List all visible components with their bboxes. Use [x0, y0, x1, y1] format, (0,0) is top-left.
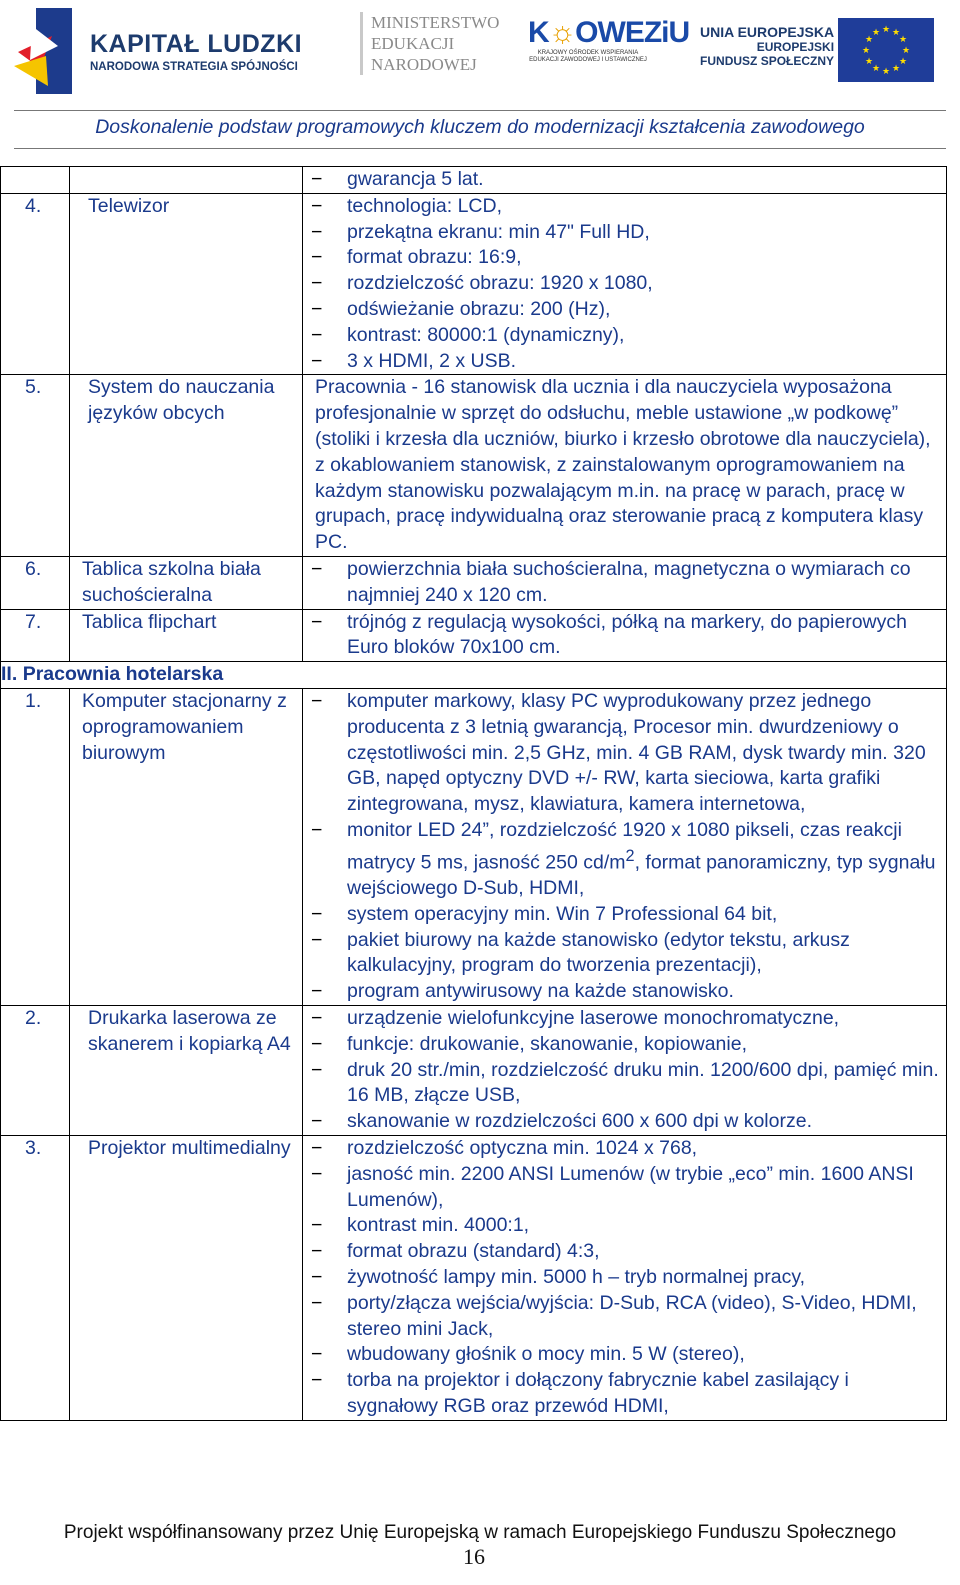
table-row [1, 609, 947, 662]
spec-list [303, 194, 946, 375]
koweziu-name-b: OWEZiU [575, 16, 690, 49]
svg-text:★: ★ [901, 46, 911, 56]
spec-item: − kontrast min. 4000:1, [303, 1213, 942, 1239]
svg-text:★: ★ [864, 57, 874, 67]
table-row [1, 1006, 947, 1136]
spec-item-monitor [303, 818, 942, 902]
spec-item: − skanowanie w rozdzielczości 600 x 600 dpi w kolorze. [303, 1109, 942, 1135]
spec-item: − pakiet biurowy na każde stanowisko (edytor tekstu, arkusz kalkulacyjny, program do tworzenia prezentacji), [303, 928, 942, 980]
spec-item: − wbudowany głośnik o mocy min. 5 W (stereo), [303, 1342, 942, 1368]
spec-item: − jasność min. 2200 ANSI Lumenów (w trybie „eco” min. 1600 ANSI Lumenów), [303, 1162, 942, 1214]
row-number: 3. [25, 1136, 42, 1159]
section-title: Pracownia hotelarska [22, 663, 224, 686]
spec-item: − porty/złącza wejścia/wyjścia: D-Sub, RCA (video), S-Video, HDMI, stereo mini Jack, [303, 1291, 942, 1343]
eu-line: FUNDUSZ SPOŁECZNY [700, 54, 835, 68]
svg-text:★: ★ [881, 25, 891, 35]
svg-text:★: ★ [871, 28, 881, 38]
section-row [1, 662, 947, 689]
spec-item: − program antywirusowy na każde stanowisko. [303, 979, 942, 1005]
spec-item: − trójnóg z regulacją wysokości, półką na markery, do papierowych Euro bloków 70x100 cm. [303, 610, 942, 662]
logo-subtitle: NARODOWA STRATEGIA SPÓJNOŚCI [90, 60, 298, 73]
svg-text:★: ★ [861, 46, 871, 56]
spec-list [303, 610, 946, 662]
ministry-line: EDUKACJI [371, 34, 455, 53]
sun-icon: ☼ [548, 16, 576, 49]
eu-line: EUROPEJSKI [756, 40, 835, 54]
monitor-text-end: , format panoramiczny, typ sygnału wejściowego D-Sub, HDMI, [347, 851, 936, 900]
svg-text:★: ★ [898, 35, 908, 45]
row-number: 2. [25, 1007, 42, 1029]
item-name: Telewizor [88, 194, 170, 217]
spec-item: − powierzchnia biała suchościeralna, magnetyczna o wymiarach co najmniej 240 x 120 cm. [303, 557, 942, 609]
table-row [1, 193, 947, 375]
header-rule [14, 148, 946, 149]
spec-list [303, 1136, 946, 1420]
spec-item: − format obrazu (standard) 4:3, [303, 1239, 942, 1265]
spec-item: − rozdzielczość optyczna min. 1024 x 768, [303, 1136, 942, 1162]
spec-item: − komputer markowy, klasy PC wyprodukowany przez jednego producenta z 3 letnią gwarancją, Procesor min. dwurdzeniowy o częstotliwości min. 2,5 GHz, min. 4 GB RAM, dysk twardy min. 320 GB, napęd optyczny DVD +/- RW, karta sieciowa, karta grafiki zintegrowana, mysz, klawiatura, kamera internetowa, [303, 689, 942, 818]
ministry-line: MINISTERSTWO [371, 13, 500, 32]
table-row [1, 688, 947, 1005]
spec-item: − przekątna ekranu: min 47" Full HD, [303, 220, 942, 246]
kapital-ludzki-star-icon [12, 6, 74, 96]
koweziu-subtitle: KRAJOWY OŚRODEK WSPIERANIA EDUKACJI ZAWODOWEJ I USTAWICZNEJ [529, 50, 647, 63]
item-name: Projektor multimedialny [88, 1136, 291, 1159]
superscript: 2 [625, 846, 635, 865]
item-name: System do nauczania języków obcych [88, 376, 275, 425]
koweziu-name-a: K [528, 16, 549, 49]
koweziu-logo [528, 16, 689, 64]
row-number: 4. [25, 194, 42, 217]
spec-item: − żywotność lampy min. 5000 h – tryb normalnej pracy, [303, 1265, 942, 1291]
svg-text:★: ★ [881, 67, 891, 77]
logo-title: KAPITAŁ LUDZKI [90, 29, 303, 58]
eu-title: UNIA EUROPEJSKA [700, 24, 835, 40]
eu-logo-text [700, 24, 834, 68]
spec-item: − format obrazu: 16:9, [303, 245, 942, 271]
row-number: 7. [25, 610, 42, 633]
section-number: II. [1, 663, 18, 686]
spec-list [303, 1006, 946, 1135]
table-row [1, 375, 947, 557]
svg-text:★: ★ [898, 57, 908, 67]
row-number: 5. [25, 376, 42, 399]
ministry-line: NARODOWEJ [371, 55, 477, 74]
kapital-ludzki-logo [12, 6, 302, 96]
row-number: 6. [25, 557, 42, 580]
spec-item: − kontrast: 80000:1 (dynamiczny), [303, 323, 942, 349]
spec-item: − funkcje: drukowanie, skanowanie, kopiowanie, [303, 1032, 942, 1058]
document-subtitle: Doskonalenie podstaw programowych kluczem do modernizacji kształcenia zawodowego [95, 116, 865, 138]
spec-item: − torba na projektor i dołączony fabrycznie kabel zasilający i sygnałowy RGB oraz przewód HDMI, [303, 1368, 942, 1420]
equipment-table [0, 166, 947, 1421]
spec-item: − 3 x HDMI, 2 x USB. [303, 349, 942, 375]
spec-item: − rozdzielczość obrazu: 1920 x 1080, [303, 271, 942, 297]
spec-list [303, 557, 946, 609]
item-name: Komputer stacjonarny z oprogramowaniem biurowym [82, 689, 287, 764]
spec-list [303, 167, 946, 193]
spec-item: − system operacyjny min. Win 7 Professional 64 bit, [303, 902, 942, 928]
spec-list [303, 689, 946, 1005]
footer-text: Projekt współfinansowany przez Unię Europejską w ramach Europejskiego Funduszu Społecznego [63, 1522, 897, 1543]
table-row [1, 1135, 947, 1420]
item-name: Drukarka laserowa ze skanerem i kopiarką A4 [88, 1007, 291, 1055]
spec-item: − druk 20 str./min, rozdzielczość druku min. 1200/600 dpi, pamięć min. 16 MB, złącze USB, [303, 1058, 942, 1110]
spec-item: − urządzenie wielofunkcyjne laserowe monochromatyczne, [303, 1006, 942, 1032]
ministry-logo [360, 12, 499, 75]
page-number: 16 [463, 1544, 485, 1569]
spec-item: − gwarancja 5 lat. [303, 167, 942, 193]
table-row [1, 167, 947, 194]
svg-text:★: ★ [871, 64, 881, 74]
header-rule [14, 110, 946, 111]
item-name: Tablica szkolna biała suchościeralna [82, 557, 261, 606]
svg-text:★: ★ [891, 28, 901, 38]
svg-text:★: ★ [864, 35, 874, 45]
eu-flag-icon [838, 18, 934, 82]
spec-paragraph: Pracownia - 16 stanowisk dla ucznia i dla nauczyciela wyposażona profesjonalnie w sprzęt do odsłuchu, meble ustawione „w podkowę” (stoliki i krzesła dla uczniów, biurko i krzesło obrotowe dla nauczyciela), z okablowaniem stanowisk, z zainstalowanym oprogramowaniem na każdym stanowisku pozwalającym m.in. na pracę w parach, pracę w grupach, pracę indywidualną oraz sterowanie pracą z komputera klasy PC. [315, 376, 931, 554]
svg-text:★: ★ [891, 64, 901, 74]
spec-item: − technologia: LCD, [303, 194, 942, 220]
monitor-text: monitor LED 24”, rozdzielczość 1920 x 1080 pikseli, czas reakcji matrycy 5 ms, jasność 250 cd/m [347, 818, 902, 874]
spec-item: − odświeżanie obrazu: 200 (Hz), [303, 297, 942, 323]
logo-bar [0, 0, 960, 110]
table-row [1, 556, 947, 609]
row-number: 1. [25, 689, 42, 712]
item-name: Tablica flipchart [82, 610, 217, 633]
